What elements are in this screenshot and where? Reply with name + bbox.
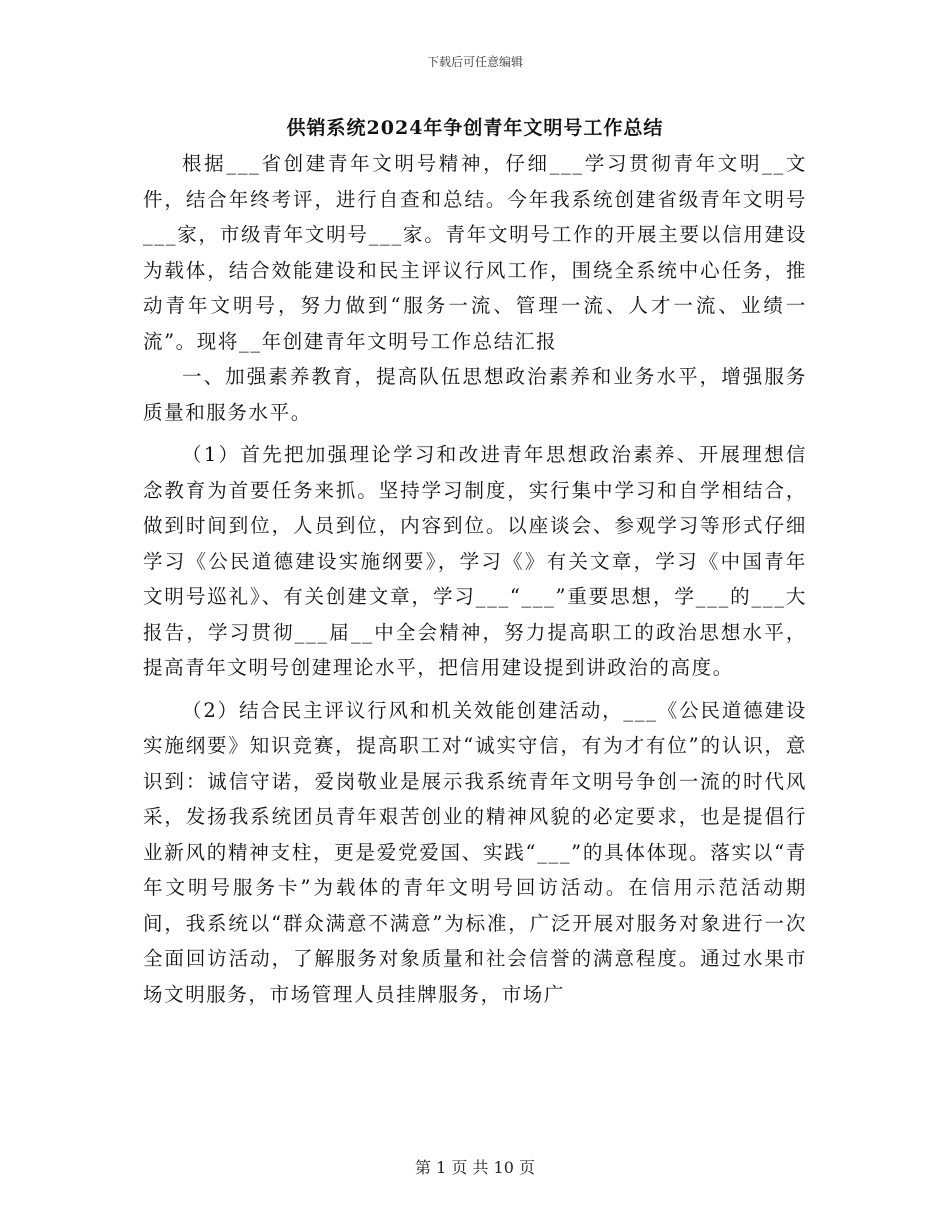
- paragraph-item-2: （2）结合民主评议行风和机关效能创建活动，___《公民道德建设实施纲要》知识竞赛，提高职工对“诚实守信，有为才有位”的认识，意识到：诚信守诺，爱岗敬业是展示我系统青年文明号争创一流的时代风采，发扬我系统团员青年艰苦创业的精神风貌的必定要求，也是提倡行业新风的精神支柱，更是爱党爱国、实践“___”的具体体现。落实以“青年文明号服务卡”为载体的青年文明号回访活动。在信用示范活动期间，我系统以“群众满意不满意”为标准，广泛开展对服务对象进行一次全面回访活动，了解服务对象质量和社会信誉的满意程度。通过水果市场文明服务，市场管理人员挂牌服务，市场广: [143, 698, 807, 1006]
- document-title: 供销系统2024年争创青年文明号工作总结: [286, 117, 664, 139]
- paragraph-intro: 根据___省创建青年文明号精神，仔细___学习贯彻青年文明__文件，结合年终考评，进行自查和总结。今年我系统创建省级青年文明号___家，市级青年文明号___家。青年文明号工作的开展主要以信用建设为载体，结合效能建设和民主评议行风工作，围绕全系统中心任务，推动青年文明号，努力做到“服务一流、管理一流、人才一流、业绩一流”。现将__年创建青年文明号工作总结汇报: [143, 152, 807, 353]
- paragraph-item-1: （1）首先把加强理论学习和改进青年思想政治素养、开展理想信念教育为首要任务来抓。坚持学习制度，实行集中学习和自学相结合，做到时间到位，人员到位，内容到位。以座谈会、参观学习等形式仔细学习《公民道德建设实施纲要》，学习《》有关文章，学习《中国青年文明号巡礼》、有关创建文章，学习___“___”重要思想，学___的___大报告，学习贯彻___届__中全会精神，努力提高职工的政治思想水平，提高青年文明号创建理论水平，把信用建设提到讲政治的高度。: [143, 443, 807, 679]
- paragraph-section-1-heading: 一、加强素养教育，提高队伍思想政治素养和业务水平，增强服务质量和服务水平。: [143, 365, 807, 424]
- document-body: [143, 146, 807, 1012]
- page-number: 第 1 页 共 10 页: [415, 1158, 535, 1177]
- page-header-note: 下载后可任意编辑: [426, 55, 523, 69]
